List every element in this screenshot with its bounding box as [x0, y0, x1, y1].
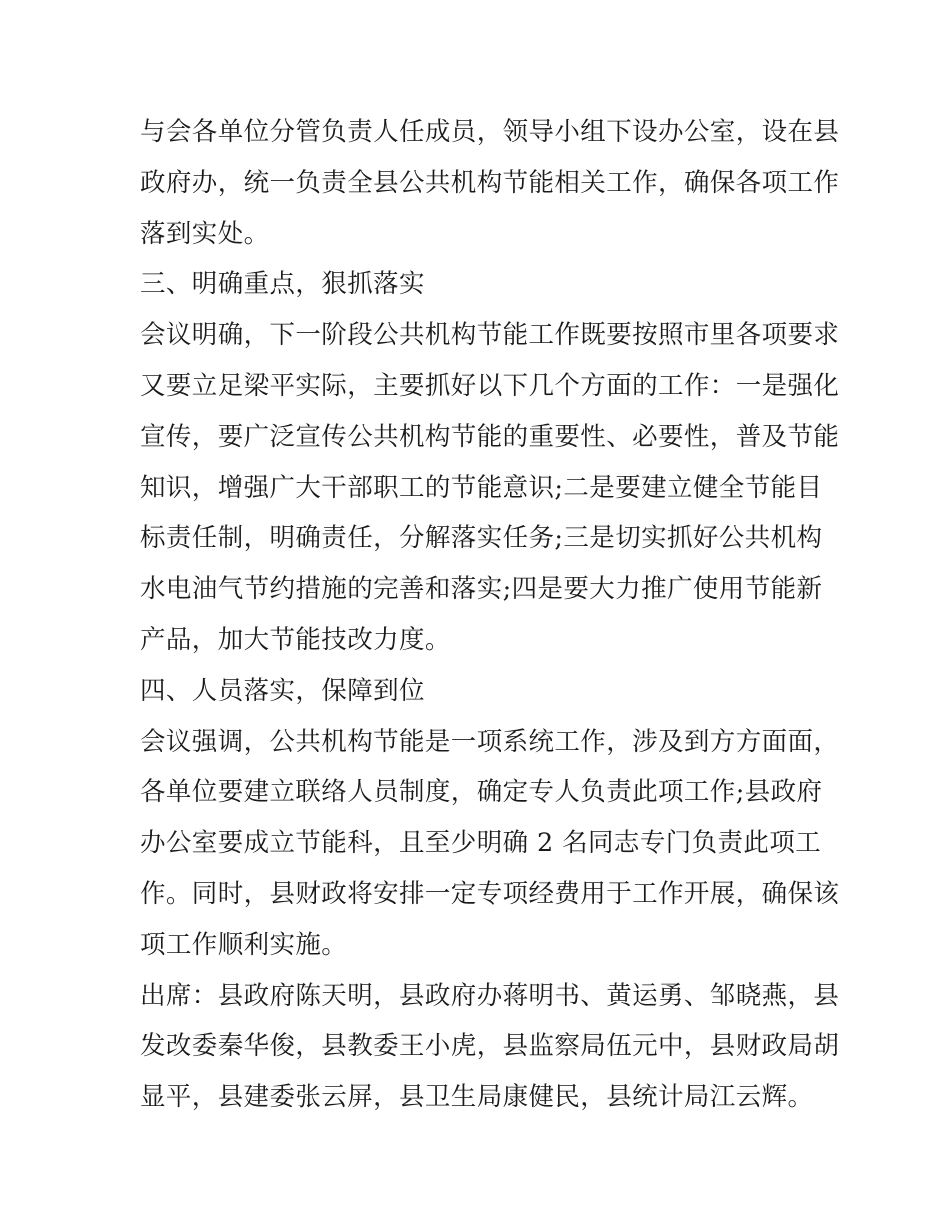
paragraph-line: 水电油气节约措施的完善和落实;四是要大力推广使用节能新 [140, 574, 823, 605]
paragraph-line: 知识，增强广大干部职工的节能意识;二是要建立健全节能目 [140, 472, 823, 503]
paragraph-line: 会议明确，下一阶段公共机构节能工作既要按照市里各项要求 [140, 320, 840, 351]
paragraph-line: 标责任制，明确责任，分解落实任务;三是切实抓好公共机构 [140, 523, 823, 554]
paragraph-line: 项工作顺利实施。 [140, 929, 348, 960]
paragraph-line: 会议强调，公共机构节能是一项系统工作，涉及到方方面面， [140, 726, 840, 757]
attendees-line: 发改委秦华俊，县教委王小虎，县监察局伍元中，县财政局胡 [140, 1031, 840, 1062]
paragraph-line: 作。同时，县财政将安排一定专项经费用于工作开展，确保该 [140, 878, 840, 909]
attendees-line: 出席：县政府陈天明，县政府办蒋明书、黄运勇、邹晓燕，县 [140, 980, 840, 1011]
section-heading: 三、明确重点，狠抓落实 [140, 269, 425, 300]
paragraph-line: 产品，加大节能技改力度。 [140, 624, 451, 655]
paragraph-line: 落到实处。 [140, 218, 270, 249]
attendees-line: 显平，县建委张云屏，县卫生局康健民，县统计局江云辉。 [140, 1082, 814, 1113]
paragraph-line: 又要立足梁平实际，主要抓好以下几个方面的工作：一是强化 [140, 370, 840, 401]
document-body [140, 107, 840, 1123]
section-heading: 四、人员落实，保障到位 [140, 675, 425, 706]
paragraph-line: 办公室要成立节能科，且至少明确 2 名同志专门负责此项工 [140, 828, 822, 859]
paragraph-line: 各单位要建立联络人员制度，确定专人负责此项工作;县政府 [140, 777, 823, 808]
paragraph-line: 政府办，统一负责全县公共机构节能相关工作，确保各项工作 [140, 167, 840, 198]
paragraph-line: 宣传，要广泛宣传公共机构节能的重要性、必要性，普及节能 [140, 421, 840, 452]
paragraph-line: 与会各单位分管负责人任成员，领导小组下设办公室，设在县 [140, 117, 840, 147]
